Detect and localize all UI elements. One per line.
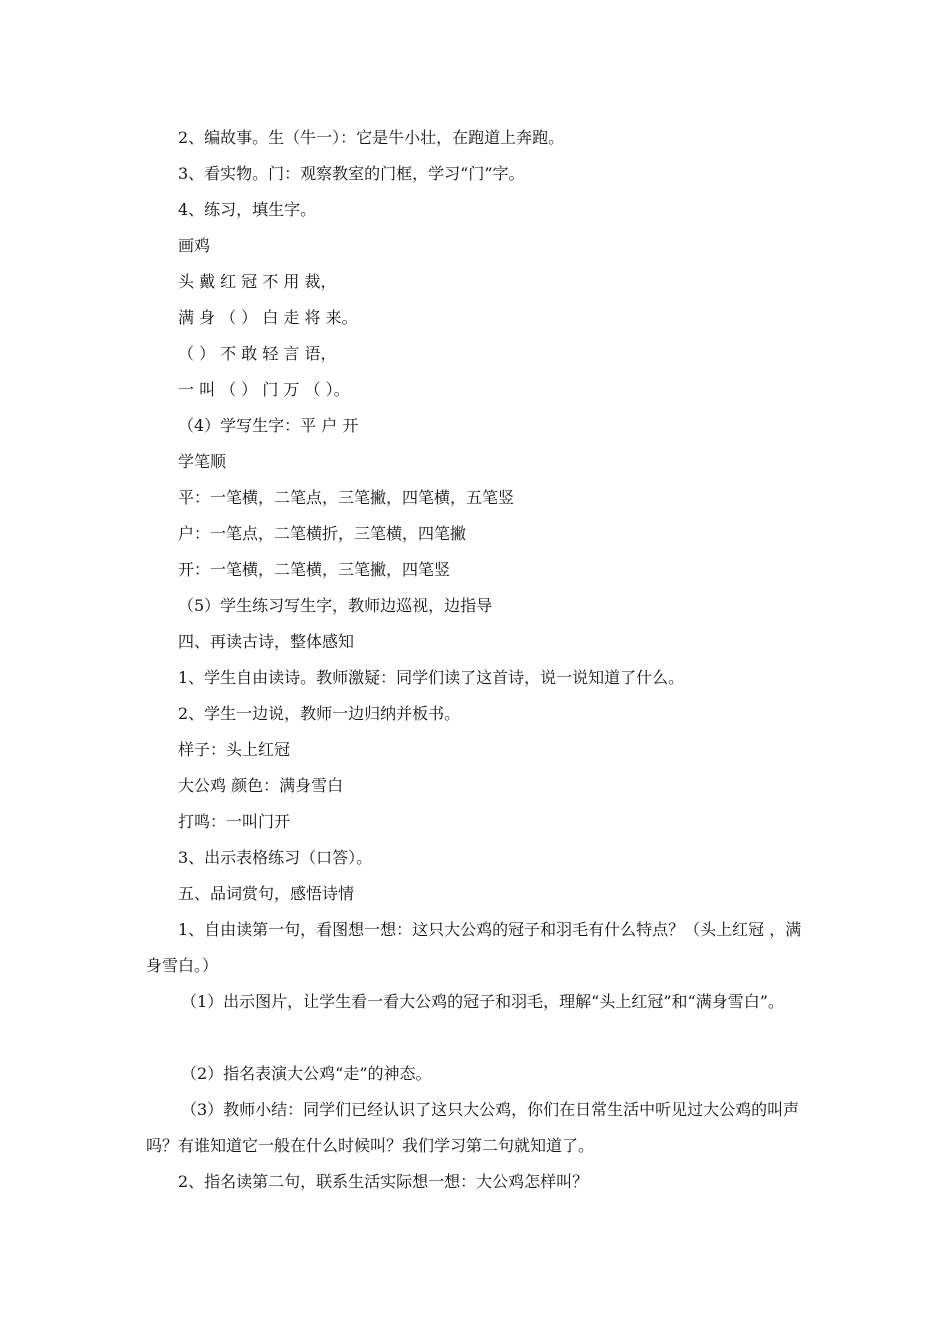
text-line: （4）学写生字：平 户 开 bbox=[178, 416, 359, 435]
text-line: 4、练习，填生字。 bbox=[178, 200, 317, 219]
paragraph: 1、自由读第一句，看图想一想：这只大公鸡的冠子和羽毛有什么特点？（头上红冠 ，满身雪白。） bbox=[146, 920, 802, 975]
text-line: 开：一笔横，二笔横，三笔撇，四笔竖 bbox=[178, 560, 451, 579]
text-line: 平：一笔横，二笔点，三笔撇，四笔横，五笔竖 bbox=[178, 488, 515, 507]
text-line: 2、学生一边说，教师一边归纳并板书。 bbox=[178, 704, 461, 723]
text-line: 样子：头上红冠 bbox=[178, 740, 291, 759]
text-line: （5）学生练习写生字，教师边巡视，边指导 bbox=[178, 596, 493, 615]
paragraph: 2、指名读第二句，联系生活实际想一想：大公鸡怎样叫？ bbox=[178, 1172, 589, 1191]
text-line: 大公鸡 颜色：满身雪白 bbox=[178, 776, 344, 795]
section-heading: 五、品词赏句，感悟诗情 bbox=[178, 884, 355, 903]
paragraph: （1）出示图片，让学生看一看大公鸡的冠子和羽毛，理解“头上红冠”和“满身雪白”。 bbox=[181, 992, 784, 1011]
text-line: 3、出示表格练习（口答）。 bbox=[178, 848, 373, 867]
text-line: 打鸣：一叫门开 bbox=[178, 812, 291, 831]
text-line: 户：一笔点，二笔横折，三笔横，四笔撇 bbox=[178, 524, 467, 543]
poem-line: 一 叫 （ ） 门 万 （ ）。 bbox=[178, 380, 350, 399]
poem-line: 头 戴 红 冠 不 用 裁， bbox=[178, 272, 337, 291]
paragraph: （2）指名表演大公鸡“走”的神态。 bbox=[181, 1064, 432, 1083]
text-line: 学笔顺 bbox=[178, 452, 227, 471]
text-line: 2、编故事。生（牛一）：它是牛小壮，在跑道上奔跑。 bbox=[178, 128, 565, 147]
text-line: 1、学生自由读诗。教师激疑：同学们读了这首诗，说一说知道了什么。 bbox=[178, 668, 685, 687]
text-line: 3、看实物。门：观察教室的门框，学习“门”字。 bbox=[178, 164, 525, 183]
poem-line: （ ） 不 敢 轻 言 语， bbox=[178, 344, 337, 363]
paragraph: （3）教师小结：同学们已经认识了这只大公鸡，你们在日常生活中听见过大公鸡的叫声吗？有谁知道它一般在什么时候叫？我们学习第二句就知道了。 bbox=[146, 1100, 800, 1155]
section-heading: 四、再读古诗，整体感知 bbox=[178, 632, 355, 651]
poem-title: 画鸡 bbox=[178, 236, 211, 255]
poem-line: 满 身 （ ） 白 走 将 来。 bbox=[178, 308, 358, 327]
